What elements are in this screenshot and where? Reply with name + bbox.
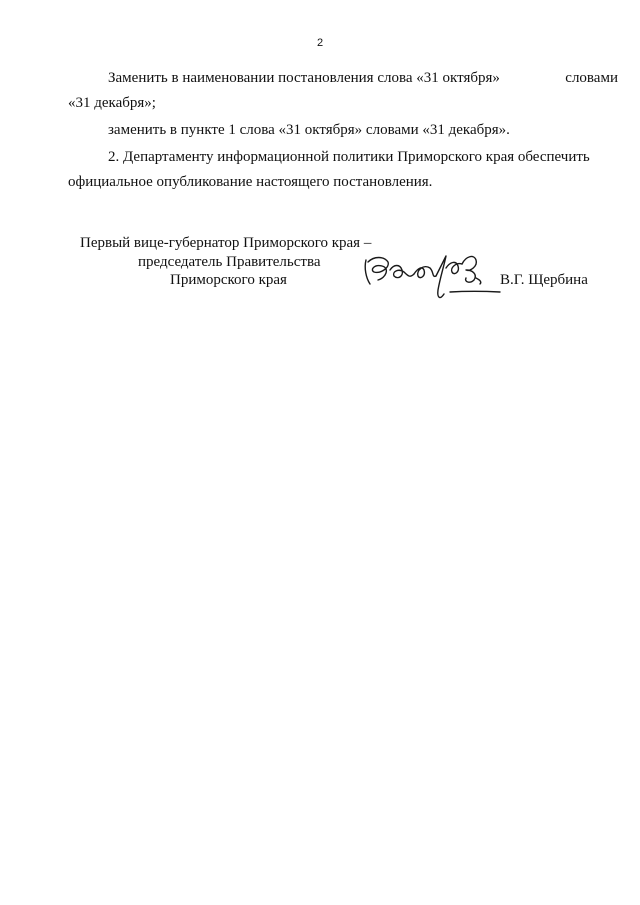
paragraph-1-line-1 [108,69,618,87]
page-number: 2 [316,37,324,49]
signatory-title-line-3: Приморского края [170,272,287,288]
paragraph-1-text-a: Заменить в наименовании постановления слова «31 октября» [108,70,500,86]
paragraph-2: заменить в пункте 1 слова «31 октября» словами «31 декабря». [108,122,510,138]
signatory-name: В.Г. Щербина [500,272,588,288]
signatory-title-line-2: председатель Правительства [138,254,321,270]
paragraph-3-line-1: 2. Департаменту информационной политики Приморского края обеспечить [108,149,590,165]
paragraph-1-text-b: словами [565,70,618,86]
paragraph-1-line-2: «31 декабря»; [68,95,156,111]
signatory-title-line-1: Первый вице-губернатор Приморского края – [80,235,372,251]
paragraph-3-line-2: официальное опубликование настоящего постановления. [68,174,433,190]
handwritten-signature-icon [360,248,510,308]
